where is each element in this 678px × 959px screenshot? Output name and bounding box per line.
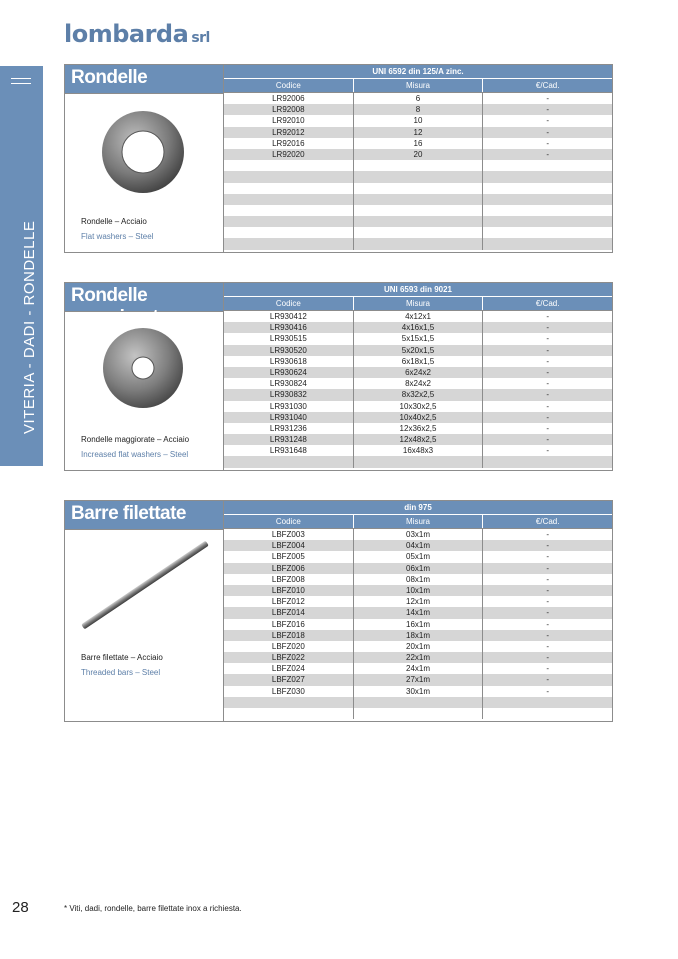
size-cell: 12 [353, 127, 483, 138]
price-cell: - [482, 686, 612, 697]
code-cell: LR92010 [272, 116, 305, 126]
size-cell: 24x1m [353, 663, 483, 674]
size-cell [353, 160, 483, 171]
table-row [224, 630, 612, 641]
table-row [224, 412, 612, 423]
code-cell: LBFZ004 [271, 541, 305, 551]
size-cell: 8x24x2 [353, 378, 483, 389]
table-row [224, 127, 612, 138]
code-cell: LR92008 [272, 105, 305, 115]
size-cell [353, 205, 483, 216]
code-cell: LR931030 [269, 401, 307, 411]
price-cell: - [482, 115, 612, 126]
code-cell: LBFZ024 [271, 664, 305, 674]
size-cell: 03x1m [353, 529, 483, 540]
table-rows [224, 311, 612, 468]
price-cell: - [482, 574, 612, 585]
code-cell [224, 238, 353, 249]
col-size-header: Misura [353, 79, 483, 92]
code-cell [224, 216, 353, 227]
label-italian: Barre filettate – Acciaio [81, 653, 163, 662]
section-title: Rondelle maggiorate [65, 283, 223, 312]
code-cell [224, 160, 353, 171]
norm-header: din 975 [224, 501, 612, 515]
price-cell [482, 708, 612, 719]
price-cell: - [482, 674, 612, 685]
code-cell: LBFZ020 [271, 641, 305, 651]
table-row [224, 238, 612, 249]
norm-header: UNI 6593 din 9021 [224, 283, 612, 297]
price-cell [482, 456, 612, 467]
table-row [224, 663, 612, 674]
table-row [224, 356, 612, 367]
code-cell: LR92012 [272, 127, 305, 137]
size-cell: 4x16x1,5 [353, 322, 483, 333]
table-row [224, 456, 612, 467]
size-cell: 5x20x1,5 [353, 345, 483, 356]
size-cell: 08x1m [353, 574, 483, 585]
code-cell: LR930624 [269, 367, 307, 377]
code-cell [224, 456, 353, 467]
price-cell: - [482, 401, 612, 412]
table-row [224, 574, 612, 585]
size-cell [353, 194, 483, 205]
table-row [224, 674, 612, 685]
code-cell [224, 194, 353, 205]
price-cell: - [482, 445, 612, 456]
size-cell: 16x1m [353, 619, 483, 630]
price-cell: - [482, 345, 612, 356]
table-row [224, 540, 612, 551]
size-cell: 4x12x1 [353, 311, 483, 322]
section-table [224, 65, 612, 250]
size-cell: 10x1m [353, 585, 483, 596]
table-row [224, 171, 612, 182]
size-cell: 6x24x2 [353, 367, 483, 378]
price-cell: - [482, 367, 612, 378]
price-cell: - [482, 322, 612, 333]
table-row [224, 205, 612, 216]
table-row [224, 367, 612, 378]
code-cell [224, 205, 353, 216]
code-cell: LBFZ005 [271, 552, 305, 562]
table-row [224, 216, 612, 227]
size-cell: 16 [353, 138, 483, 149]
code-cell [224, 697, 353, 708]
table-row [224, 115, 612, 126]
col-price-header: €/Cad. [482, 79, 612, 92]
table-row [224, 423, 612, 434]
size-cell: 10x40x2,5 [353, 412, 483, 423]
code-cell [224, 171, 353, 182]
code-cell [224, 183, 353, 194]
column-headers [224, 515, 612, 529]
table-row [224, 345, 612, 356]
price-cell: - [482, 423, 612, 434]
table-row [224, 434, 612, 445]
code-cell: LR930824 [269, 379, 307, 389]
col-code-header: Codice [275, 299, 301, 308]
table-row [224, 652, 612, 663]
code-cell [224, 227, 353, 238]
size-cell: 27x1m [353, 674, 483, 685]
size-cell: 20 [353, 149, 483, 160]
section-left-panel [65, 283, 224, 470]
table-row [224, 194, 612, 205]
table-row [224, 529, 612, 540]
section-barre-filettate [64, 500, 613, 722]
code-cell: LBFZ008 [271, 574, 305, 584]
code-cell: LR931648 [269, 446, 307, 456]
table-row [224, 686, 612, 697]
side-tab-label: VITERIA - DADI - RONDELLE [21, 220, 38, 434]
price-cell [482, 238, 612, 249]
table-row [224, 585, 612, 596]
price-cell: - [482, 585, 612, 596]
price-cell: - [482, 389, 612, 400]
price-cell [482, 216, 612, 227]
section-left-panel [65, 501, 224, 721]
label-italian: Rondelle maggiorate – Acciaio [81, 435, 190, 444]
col-code-header: Codice [275, 81, 301, 90]
size-cell: 8 [353, 104, 483, 115]
table-row [224, 445, 612, 456]
size-cell: 12x1m [353, 596, 483, 607]
code-cell: LR931236 [269, 423, 307, 433]
code-cell: LBFZ027 [271, 675, 305, 685]
table-row [224, 311, 612, 322]
size-cell [353, 708, 483, 719]
price-cell: - [482, 652, 612, 663]
section-table [224, 501, 612, 719]
code-cell: LR930832 [269, 390, 307, 400]
price-cell [482, 227, 612, 238]
price-cell [482, 194, 612, 205]
large-washer-image [65, 312, 223, 442]
washer-image [65, 94, 223, 224]
size-cell [353, 238, 483, 249]
section-title: Rondelle [65, 65, 223, 94]
column-headers [224, 79, 612, 93]
size-cell [353, 456, 483, 467]
code-cell: LR930618 [269, 356, 307, 366]
table-row [224, 138, 612, 149]
norm-header: UNI 6592 din 125/A zinc. [224, 65, 612, 79]
price-cell [482, 160, 612, 171]
code-cell: LR931248 [269, 435, 307, 445]
code-cell [224, 708, 353, 719]
table-row [224, 378, 612, 389]
code-cell: LR930416 [269, 323, 307, 333]
size-cell [353, 697, 483, 708]
page-number: 28 [12, 899, 29, 916]
code-cell: LBFZ016 [271, 619, 305, 629]
code-cell: LBFZ018 [271, 630, 305, 640]
price-cell: - [482, 663, 612, 674]
price-cell: - [482, 540, 612, 551]
price-cell: - [482, 563, 612, 574]
table-row [224, 596, 612, 607]
price-cell: - [482, 311, 612, 322]
section-left-panel [65, 65, 224, 252]
size-cell: 10 [353, 115, 483, 126]
table-rows [224, 93, 612, 250]
size-cell [353, 216, 483, 227]
table-row [224, 183, 612, 194]
section-table [224, 283, 612, 468]
table-row [224, 619, 612, 630]
code-cell: LBFZ003 [271, 530, 305, 539]
table-row [224, 93, 612, 104]
code-cell: LR930412 [269, 312, 307, 321]
col-price-header: €/Cad. [482, 297, 612, 310]
label-english: Increased flat washers – Steel [81, 450, 189, 459]
table-row [224, 551, 612, 562]
size-cell: 6x18x1,5 [353, 356, 483, 367]
col-size-header: Misura [353, 297, 483, 310]
footnote: * Viti, dadi, rondelle, barre filettate inox a richiesta. [64, 904, 242, 913]
label-english: Flat washers – Steel [81, 232, 154, 241]
price-cell: - [482, 356, 612, 367]
table-row [224, 607, 612, 618]
code-cell: LR931040 [269, 412, 307, 422]
price-cell: - [482, 619, 612, 630]
size-cell: 22x1m [353, 652, 483, 663]
table-row [224, 641, 612, 652]
price-cell: - [482, 551, 612, 562]
menu-icon [11, 78, 31, 84]
size-cell: 04x1m [353, 540, 483, 551]
price-cell [482, 183, 612, 194]
code-cell: LBFZ010 [271, 585, 305, 595]
col-size-header: Misura [353, 515, 483, 528]
price-cell: - [482, 641, 612, 652]
table-row [224, 708, 612, 719]
price-cell: - [482, 434, 612, 445]
table-row [224, 160, 612, 171]
code-cell: LBFZ030 [271, 686, 305, 696]
price-cell: - [482, 378, 612, 389]
code-cell: LBFZ012 [271, 597, 305, 607]
size-cell: 10x30x2,5 [353, 401, 483, 412]
size-cell: 30x1m [353, 686, 483, 697]
col-price-header: €/Cad. [482, 515, 612, 528]
size-cell: 16x48x3 [353, 445, 483, 456]
size-cell: 8x32x2,5 [353, 389, 483, 400]
code-cell: LR92020 [272, 149, 305, 159]
size-cell: 6 [353, 93, 483, 104]
code-cell: LR92006 [272, 94, 305, 103]
brand-logo: lombarda srl [64, 20, 210, 48]
price-cell: - [482, 607, 612, 618]
size-cell: 12x36x2,5 [353, 423, 483, 434]
price-cell: - [482, 412, 612, 423]
code-cell: LBFZ006 [271, 563, 305, 573]
price-cell: - [482, 529, 612, 540]
code-cell: LBFZ022 [271, 653, 305, 663]
code-cell: LBFZ014 [271, 608, 305, 618]
price-cell [482, 171, 612, 182]
size-cell: 20x1m [353, 641, 483, 652]
table-row [224, 333, 612, 344]
table-row [224, 389, 612, 400]
price-cell: - [482, 596, 612, 607]
size-cell: 18x1m [353, 630, 483, 641]
side-tab [0, 66, 43, 466]
code-cell: LR930515 [269, 334, 307, 344]
size-cell: 12x48x2,5 [353, 434, 483, 445]
table-rows [224, 529, 612, 719]
size-cell [353, 227, 483, 238]
size-cell: 5x15x1,5 [353, 333, 483, 344]
table-row [224, 227, 612, 238]
column-headers [224, 297, 612, 311]
table-row [224, 322, 612, 333]
price-cell: - [482, 138, 612, 149]
section-rondelle-maggiorate [64, 282, 613, 471]
price-cell [482, 697, 612, 708]
size-cell: 14x1m [353, 607, 483, 618]
section-rondelle [64, 64, 613, 253]
col-code-header: Codice [275, 517, 301, 526]
section-title: Barre filettate [65, 501, 223, 530]
price-cell [482, 205, 612, 216]
table-row [224, 401, 612, 412]
size-cell [353, 171, 483, 182]
table-row [224, 563, 612, 574]
threaded-bar-image [65, 530, 223, 640]
label-english: Threaded bars – Steel [81, 668, 161, 677]
table-row [224, 149, 612, 160]
price-cell: - [482, 104, 612, 115]
price-cell: - [482, 630, 612, 641]
code-cell: LR92016 [272, 138, 305, 148]
size-cell [353, 183, 483, 194]
size-cell: 05x1m [353, 551, 483, 562]
price-cell: - [482, 127, 612, 138]
price-cell: - [482, 93, 612, 104]
table-row [224, 697, 612, 708]
label-italian: Rondelle – Acciaio [81, 217, 147, 226]
price-cell: - [482, 333, 612, 344]
price-cell: - [482, 149, 612, 160]
code-cell: LR930520 [269, 345, 307, 355]
size-cell: 06x1m [353, 563, 483, 574]
table-row [224, 104, 612, 115]
